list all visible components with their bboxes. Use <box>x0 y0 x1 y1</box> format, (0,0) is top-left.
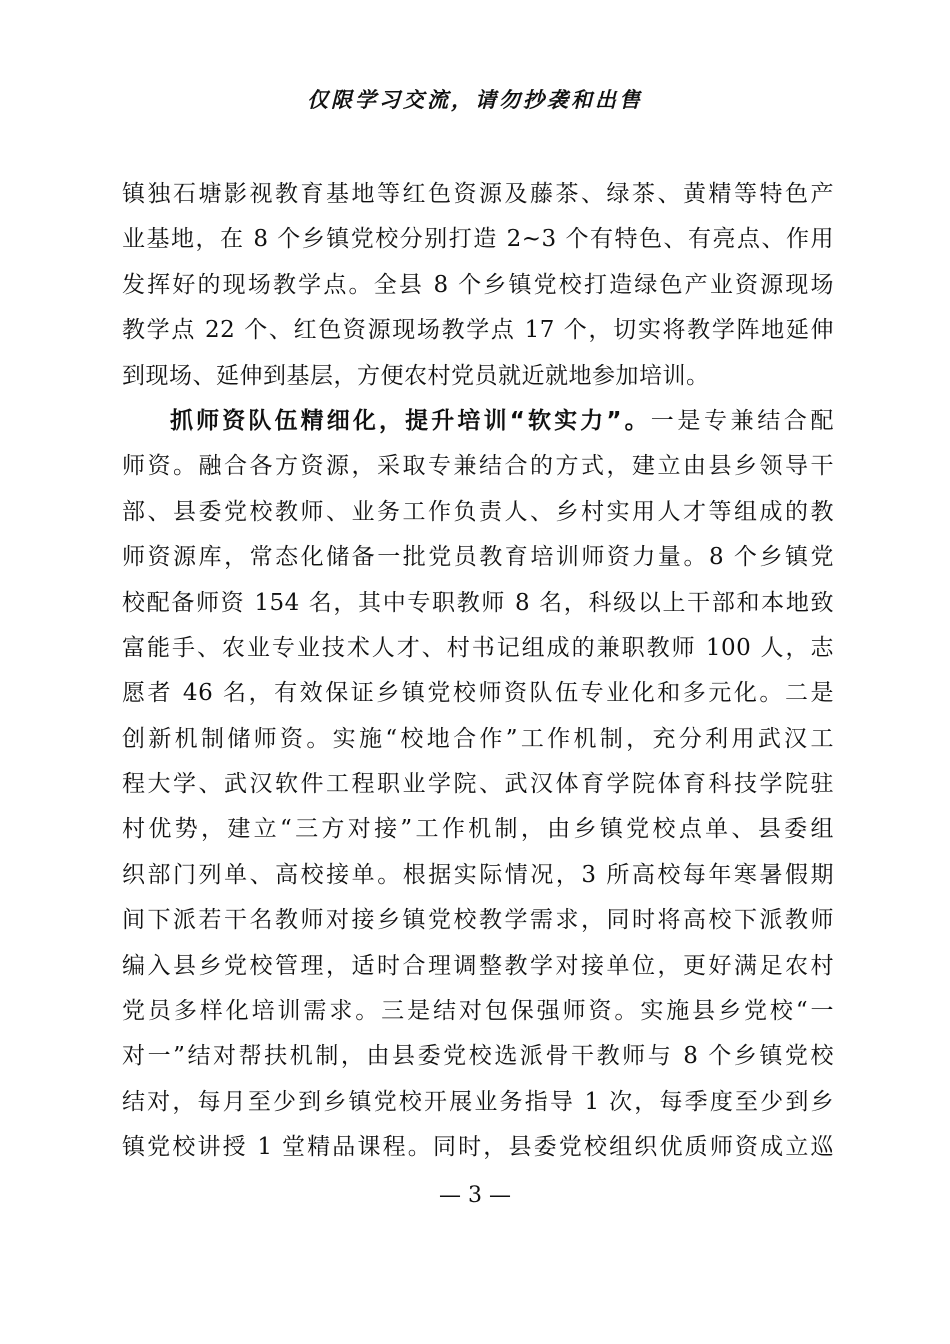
text-line: 镇党校讲授 1 堂精品课程。同时，县委党校组织优质师资成立巡 <box>122 1134 834 1161</box>
document-body <box>122 172 834 1171</box>
text-line: 对一”结对帮扶机制，由县委党校选派骨干教师与 8 个乡镇党校 <box>122 1043 834 1070</box>
text-line: 程大学、武汉软件工程职业学院、武汉体育学院体育科技学院驻 <box>122 771 834 798</box>
text-line: 到现场、延伸到基层，方便农村党员就近就地参加培训。 <box>122 362 710 389</box>
text-line: 部、县委党校教师、业务工作负责人、乡村实用人才等组成的教 <box>122 498 834 525</box>
text-line: 村优势，建立“三方对接”工作机制，由乡镇党校点单、县委组 <box>122 816 834 843</box>
text-line: 愿者 46 名，有效保证乡镇党校师资队伍专业化和多元化。二是 <box>122 680 834 707</box>
text-line: 间下派若干名教师对接乡镇党校教学需求，同时将高校下派教师 <box>122 907 834 934</box>
watermark-header: 仅限学习交流，请勿抄袭和出售 <box>307 87 643 112</box>
text-line: 创新机制储师资。实施“校地合作”工作机制，充分利用武汉工 <box>122 725 834 752</box>
text-line: 编入县乡党校管理，适时合理调整教学对接单位，更好满足农村 <box>122 952 834 979</box>
text-line: 富能手、农业专业技术人才、村书记组成的兼职教师 100 人，志 <box>122 634 834 661</box>
text-line: 教学点 22 个、红色资源现场教学点 17 个，切实将教学阵地延伸 <box>122 317 834 344</box>
paragraph-text: 一是专兼结合配 <box>650 407 835 434</box>
text-line: 镇独石塘影视教育基地等红色资源及藤茶、绿茶、黄精等特色产 <box>122 181 834 207</box>
text-line: 党员多样化培训需求。三是结对包保强师资。实施县乡党校“一 <box>122 998 834 1025</box>
text-line: 织部门列单、高校接单。根据实际情况，3 所高校每年寒暑假期 <box>122 861 834 888</box>
text-line: 业基地，在 8 个乡镇党校分别打造 2~3 个有特色、有亮点、作用 <box>122 226 834 253</box>
text-line: 发挥好的现场教学点。全县 8 个乡镇党校打造绿色产业资源现场 <box>122 271 834 298</box>
text-line: 校配备师资 154 名，其中专职教师 8 名，科级以上干部和本地致 <box>122 589 834 616</box>
paragraph-heading: 抓师资队伍精细化，提升培训“软实力”。 <box>170 407 651 434</box>
paragraph-heading-line <box>122 399 834 444</box>
text-line: 结对，每月至少到乡镇党校开展业务指导 1 次，每季度至少到乡 <box>122 1088 834 1115</box>
text-line: 师资源库，常态化储备一批党员教育培训师资力量。8 个乡镇党 <box>122 544 834 571</box>
page-number: — 3 — <box>439 1183 511 1208</box>
text-line: 师资。融合各方资源，采取专兼结合的方式，建立由县乡领导干 <box>122 453 834 480</box>
